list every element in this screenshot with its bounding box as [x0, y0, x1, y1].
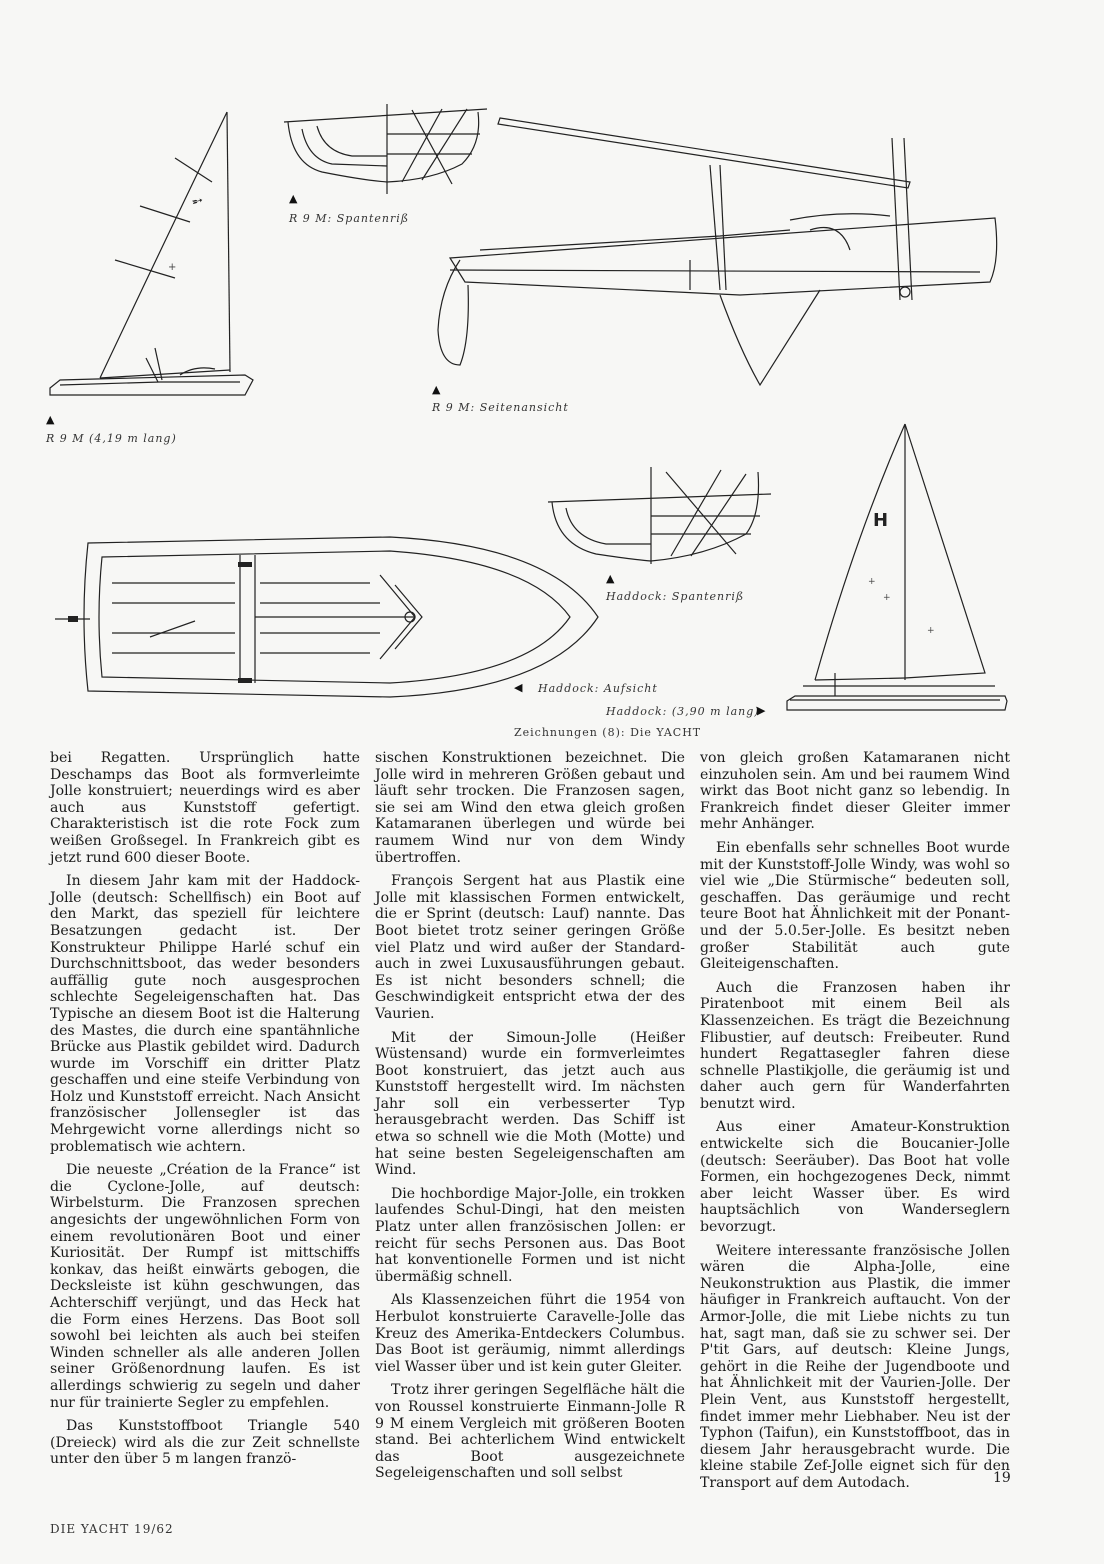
r9m-spanten-caption: R 9 M: Spantenriß: [289, 212, 410, 225]
r9m-sail-emblem: ➶: [188, 191, 207, 212]
svg-text:+: +: [168, 262, 177, 273]
r9m-sail-drawing: [40, 110, 270, 410]
haddock-aufsicht-caption: Haddock: Aufsicht: [538, 682, 658, 695]
r9m-length-marker: ▲: [46, 413, 55, 426]
paragraph: Mit der Simoun-Jolle (Heißer Wüstensand) wurde ein formverleimtes Boot konstruiert, das jetzt auch aus Kunststoff hergestellt wird. Im nächsten Jahr soll ein verbesserter Typ herausgebracht werden. Das Schiff ist etwa so schnell wie die Moth (Motte) und hat seine besten Segeleigenschaften am Wind.: [375, 1029, 685, 1179]
paragraph: Auch die Franzosen haben ihr Piratenboot mit einem Beil als Klassenzeichen. Es trägt die Bezeichnung Flibustier, auf deutsch: Freibeuter. Rund hundert Regattasegler fahren diese schnelle Plastikjolle, die geräumig ist und daher auch gern für Wanderfahrten benutzt wird.: [700, 979, 1010, 1112]
paragraph: Aus einer Amateur-Konstruktion entwickelte sich die Boucanier-Jolle (deutsch: Seeräuber). Das Boot hat volle Formen, ein hochgezogenes Deck, nimmt aber leicht Wasser über. Es wird hauptsächlich von Wanderseglern bevorzugt.: [700, 1119, 1010, 1236]
r9m-spanten-marker: ▲: [289, 192, 298, 205]
paragraph: Die neueste „Création de la France“ ist die Cyclone-Jolle, auf deutsch: Wirbelsturm. Die Franzosen sprechen angesichts der ungewöhnlichen Form von einem revolutionären Boot und einer Kuriosität. Der Rumpf ist mittschiffs konkav, das heißt einwärts gebogen, die Decksleiste ist kühn geschwungen, das Achterschiff verjüngt, und das Heck hat die Form eines Herzens. Das Boot soll sowohl bei leichten als auch bei steifen Winden schneller als alle anderen Jollen seiner Größenordnung laufen. Es ist allerdings schwierig zu segeln und daher nur für trainierte Segler zu empfehlen.: [50, 1162, 360, 1411]
svg-text:+: +: [868, 577, 876, 587]
r9m-seiten-caption: R 9 M: Seitenansicht: [432, 401, 569, 414]
haddock-sail-letter: H: [873, 510, 889, 531]
article-column-1: [50, 750, 360, 1475]
r9m-seitenansicht-drawing: [420, 110, 1020, 400]
paragraph: Die hochbordige Major-Jolle, ein trokken laufendes Schul-Dingi, hat den meisten Platz unter allen französischen Jollen: er reicht für sechs Personen aus. Das Boot hat konventionelle Formen und ist nicht übermäßig schnell.: [375, 1185, 685, 1285]
r9m-length-caption: R 9 M (4,19 m lang): [46, 432, 177, 445]
magazine-footer: DIE YACHT 19/62: [50, 1522, 174, 1536]
article-column-2: [375, 750, 685, 1489]
paragraph: bei Regatten. Ursprünglich hatte Deschamps das Boot als formverleimte Jolle konstruiert; neuerdings wird es aber auch aus Kunststoff gefertigt. Charakteristisch ist die rote Fock zum weißen Großsegel. In Frankreich gibt es jetzt rund 600 dieser Boote.: [50, 750, 360, 866]
r9m-seiten-marker: ▲: [432, 383, 441, 396]
paragraph: Trotz ihrer geringen Segelfläche hält die von Roussel konstruierte Einmann-Jolle R 9 M einem Vergleich mit größeren Booten stand. Bei achterlichem Wind entwickelt das Boot ausgezeichnete Segeleigenschaften und soll selbst: [375, 1382, 685, 1482]
haddock-sail-drawing: [775, 418, 1025, 728]
haddock-length-caption: Haddock: (3,90 m lang): [606, 705, 760, 718]
paragraph: In diesem Jahr kam mit der Haddock-Jolle (deutsch: Schellfisch) ein Boot auf den Markt, das speziell für leichtere Besatzungen gedacht ist. Der Konstrukteur Philippe Harlé schuf ein Durchschnittsboot, das weder besonders auffällig gute noch ausgesprochen schlechte Segeleigenschaften hat. Das Typische an diesem Boot ist die Halterung des Mastes, die durch eine spantähnliche Brücke aus Plastik gebildet wird. Dadurch wurde im Vorschiff ein dritter Platz geschaffen und eine steife Verbindung von Holz und Kunststoff erreicht. Nach Ansicht französischer Jollensegler ist das Mehrgewicht vorne allerdings nicht so problematisch wie achtern.: [50, 873, 360, 1155]
haddock-aufsicht-drawing: [50, 525, 610, 715]
drawings-credit: Zeichnungen (8): Die YACHT: [514, 726, 702, 739]
svg-text:+: +: [883, 593, 891, 603]
haddock-aufsicht-marker: ◀: [514, 681, 523, 694]
haddock-spanten-caption: Haddock: Spantenriß: [606, 590, 745, 603]
paragraph: Ein ebenfalls sehr schnelles Boot wurde mit der Kunststoff-Jolle Windy, was wohl so viel wie „Die Stürmische“ bedeuten soll, geschaffen. Das geräumige und recht teure Boot hat Ähnlichkeit mit der Ponant- und der 5.0.5er-Jolle. Es besitzt neben großer Stabilität auch gute Gleiteigenschaften.: [700, 839, 1010, 973]
haddock-spanten-marker: ▲: [606, 572, 615, 585]
page-number: 19: [993, 1470, 1011, 1486]
paragraph: Das Kunststoffboot Triangle 540 (Dreieck) wird als die zur Zeit schnellste unter den über 5 m langen franzö-: [50, 1418, 360, 1468]
paragraph: von gleich großen Katamaranen nicht einzuholen sein. Am und bei raumem Wind wirkt das Boot nicht ganz so lebendig. In Frankreich findet dieser Gleiter immer mehr Anhänger.: [700, 750, 1010, 833]
paragraph: Weitere interessante französische Jollen wären die Alpha-Jolle, eine Neukonstruktion aus Plastik, die immer häufiger in Frankreich auftaucht. Von der Armor-Jolle, die mit Liebe nichts zu tun hat, sagt man, daß sie zu schwer sei. Der P'tit Gars, auf deutsch: Kleine Jungs, gehört in die Reihe der Jugendboote und hat Ähnlichkeit mit der Vaurien-Jolle. Der Plein Vent, aus Kunststoff hergestellt, findet immer mehr Liebhaber. Neu ist der Typhon (Taifun), ein Kunststoffboot, das in diesem Jahr herausgebracht wurde. Die kleine stabile Zef-Jolle eignet sich für den Transport auf dem Autodach.: [700, 1242, 1010, 1491]
paragraph: sischen Konstruktionen bezeichnet. Die Jolle wird in mehreren Größen gebaut und läuft sehr trocken. Die Franzosen sagen, sie sei am Wind den etwa gleich großen Katamaranen überlegen und würde bei raumem Wind nur von dem Windy übertroffen.: [375, 750, 685, 866]
paragraph: François Sergent hat aus Plastik eine Jolle mit klassischen Formen entwickelt, die er Sprint (deutsch: Lauf) nannte. Das Boot bietet trotz seiner geringen Größe viel Platz und wird außer der Standard- auch in zwei Luxusausführungen gebaut. Es ist nicht besonders schnell; die Geschwindigkeit entspricht etwa der des Vaurien.: [375, 873, 685, 1022]
article-column-3: [700, 750, 1010, 1499]
paragraph: Als Klassenzeichen führt die 1954 von Herbulot konstruierte Caravelle-Jolle das Kreuz des Amerika-Entdeckers Columbus. Das Boot ist geräumig, nimmt allerdings viel Wasser über und ist kein guter Gleiter.: [375, 1292, 685, 1375]
svg-text:+: +: [927, 626, 935, 636]
haddock-length-marker: ▶: [757, 704, 766, 717]
